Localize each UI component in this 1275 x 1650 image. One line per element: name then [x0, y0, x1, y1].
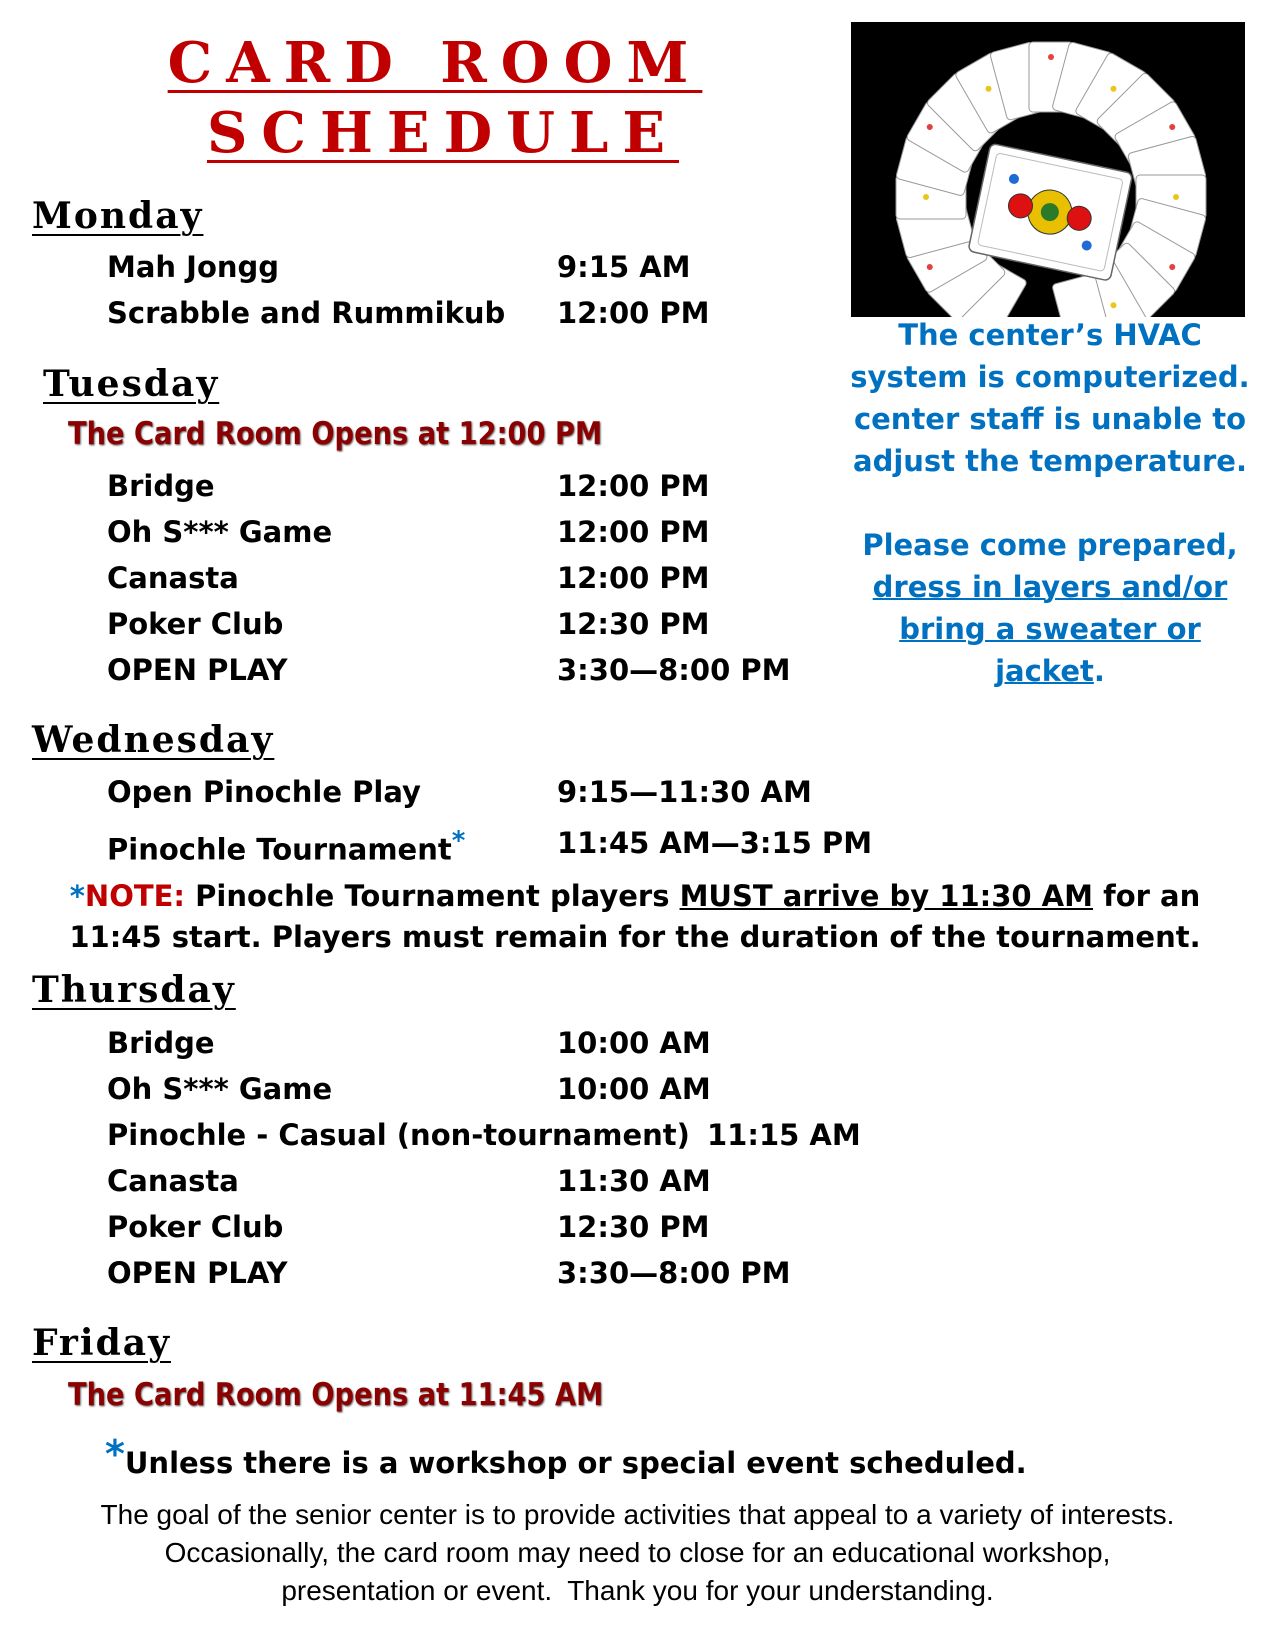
activity-time: 12:00 PM [557, 561, 710, 595]
activity-time: 10:00 AM [557, 1072, 711, 1106]
activity-name: Poker Club [107, 1210, 284, 1244]
activity-name: Oh S*** Game [107, 515, 333, 549]
footer-text [20, 1496, 1255, 1610]
schedule-row [107, 469, 710, 503]
schedule-row [107, 826, 873, 867]
schedule-row [107, 1118, 861, 1152]
activity-name: Bridge [107, 1026, 215, 1060]
schedule-row [107, 1256, 791, 1290]
asterisk-marker: * [451, 826, 466, 856]
activity-time: 9:15 AM [557, 250, 691, 284]
hvac-layers-text: dress in layers and/or [872, 570, 1228, 604]
schedule-row [107, 1210, 710, 1244]
page-title-line1: CARD ROOM [167, 30, 703, 96]
schedule-row [107, 1072, 711, 1106]
schedule-row [107, 653, 791, 687]
activity-name: Oh S*** Game [107, 1072, 333, 1106]
note-emphasis: MUST arrive by 11:30 AM [679, 879, 1093, 913]
hvac-line1: The center’s HVAC [898, 318, 1202, 352]
tuesday-opens-notice: The Card Room Opens at 12:00 PM [68, 416, 603, 452]
activity-time: 12:00 PM [557, 296, 710, 330]
thursday-heading: Thursday [32, 969, 236, 1011]
friday-note-text: Unless there is a workshop or special event scheduled. [124, 1446, 1027, 1480]
hvac-line2: system is computerized. [850, 360, 1250, 394]
footer-line2: Occasionally, the card room may need to close for an educational workshop, [164, 1537, 1111, 1568]
note-label: NOTE: [84, 879, 186, 913]
page-title-line2: SCHEDULE [206, 100, 680, 166]
friday-heading: Friday [32, 1322, 171, 1364]
note-asterisk: * [69, 879, 85, 913]
monday-heading: Monday [32, 195, 204, 237]
schedule-row [107, 775, 812, 809]
hvac-jacket-text: jacket [995, 654, 1094, 688]
schedule-row [107, 561, 710, 595]
schedule-row [107, 296, 710, 330]
schedule-row [107, 250, 691, 284]
schedule-row [107, 515, 710, 549]
hvac-line4: adjust the temperature. [853, 444, 1247, 478]
hvac-notice [845, 314, 1255, 692]
activity-time: 12:30 PM [557, 1210, 710, 1244]
hvac-line3: center staff is unable to [853, 402, 1247, 436]
hvac-period: . [1093, 654, 1105, 688]
activity-time: 11:45 AM—3:15 PM [557, 826, 873, 860]
friday-asterisk: * [105, 1432, 125, 1476]
schedule-row [107, 1164, 711, 1198]
activity-time: 12:00 PM [557, 469, 710, 503]
activity-name: OPEN PLAY [107, 653, 288, 687]
schedule-row [107, 607, 710, 641]
activity-name: Mah Jongg [107, 250, 280, 284]
footer-line1: The goal of the senior center is to provide activities that appeal to a variety of interests. [100, 1499, 1175, 1530]
cards-fan-icon [851, 22, 1245, 317]
activity-name: Bridge [107, 469, 215, 503]
schedule-row [107, 1026, 711, 1060]
hvac-sweater-text: bring a sweater or [899, 612, 1201, 646]
activity-name: Open Pinochle Play [107, 775, 421, 809]
activity-name: Poker Club [107, 607, 284, 641]
activity-name: OPEN PLAY [107, 1256, 288, 1290]
playing-cards-image [851, 22, 1245, 317]
wednesday-heading: Wednesday [32, 719, 275, 761]
activity-time: 11:15 AM [707, 1118, 861, 1152]
activity-name: Pinochle - Casual (non-tournament) [107, 1118, 690, 1152]
friday-note [105, 1432, 1027, 1480]
activity-name: Pinochle Tournament [107, 832, 452, 867]
hvac-prepare-line: Please come prepared, [862, 528, 1238, 562]
activity-name: Canasta [107, 1164, 239, 1198]
activity-time: 10:00 AM [557, 1026, 711, 1060]
activity-time: 3:30—8:00 PM [557, 653, 791, 687]
activity-name: Scrabble and Rummikub [107, 296, 506, 330]
note-text-2: for an 11:45 start. Players must remain for the duration of the tournament. [69, 879, 1201, 954]
tuesday-heading: Tuesday [43, 363, 220, 405]
activity-time: 9:15—11:30 AM [557, 775, 812, 809]
footer-line3: presentation or event. Thank you for your understanding. [281, 1575, 994, 1606]
activity-time: 12:00 PM [557, 515, 710, 549]
note-text-1: Pinochle Tournament players [185, 879, 680, 913]
tournament-note [60, 876, 1210, 958]
friday-opens-notice: The Card Room Opens at 11:45 AM [68, 1377, 604, 1413]
activity-name: Canasta [107, 561, 239, 595]
activity-time: 3:30—8:00 PM [557, 1256, 791, 1290]
activity-time: 12:30 PM [557, 607, 710, 641]
activity-time: 11:30 AM [557, 1164, 711, 1198]
